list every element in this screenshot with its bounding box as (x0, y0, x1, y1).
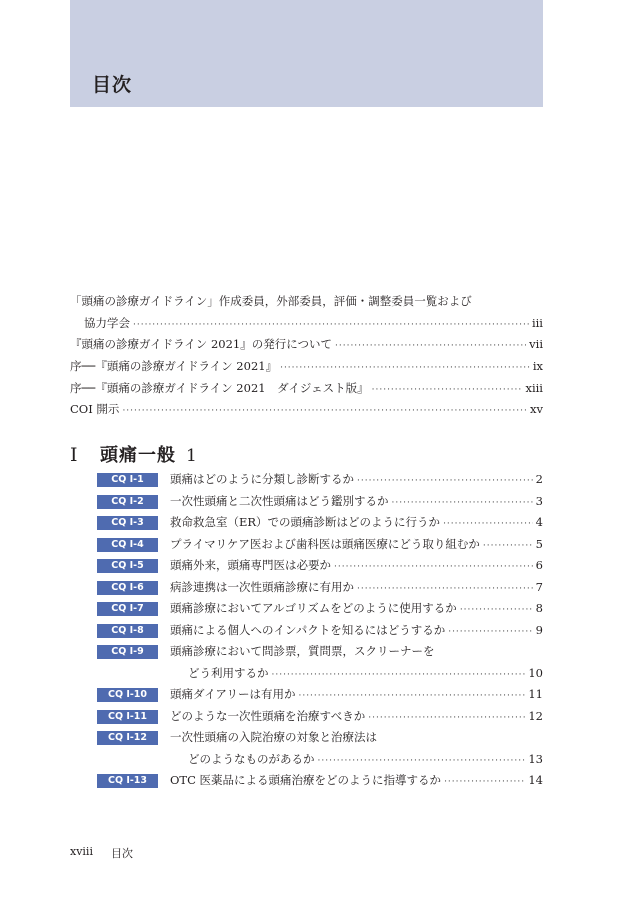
dot-leader (272, 665, 526, 687)
cq-title: 一次性頭痛と二次性頭痛はどう鑑別するか (170, 493, 389, 508)
toc-entry-page: xiii (525, 380, 543, 395)
dot-leader (483, 536, 533, 558)
cq-page: 7 (535, 579, 543, 594)
front-matter-list (70, 291, 543, 421)
cq-page: 4 (535, 515, 543, 529)
cq-badge: CQ I-6 (97, 581, 158, 595)
cq-title: 救命救急室（ER）での頭痛診断はどのように行うか (170, 515, 441, 529)
cq-badge: CQ I-13 (97, 774, 158, 788)
cq-entry[interactable] (97, 469, 543, 491)
cq-page: 14 (528, 773, 543, 787)
page-footer (70, 845, 133, 861)
cq-page: 9 (535, 622, 543, 637)
cq-title: 頭痛による個人へのインパクトを知るにはどうするか (170, 622, 446, 637)
cq-page: 12 (528, 708, 543, 723)
cq-entry[interactable] (97, 534, 543, 556)
cq-title: 頭痛診療においてアルゴリズムをどのように使用するか (170, 601, 457, 615)
toc-entry-page: vii (529, 337, 543, 352)
cq-badge: CQ I-9 (97, 645, 158, 659)
dot-leader (335, 336, 526, 358)
cq-page: 13 (528, 751, 543, 766)
cq-page: 11 (528, 687, 543, 701)
cq-page: 8 (535, 601, 543, 615)
dot-leader (460, 600, 533, 622)
cq-title: 頭痛ダイアリーは有用か (170, 687, 296, 701)
cq-page: 5 (535, 536, 543, 551)
cq-badge: CQ I-3 (97, 516, 158, 530)
toc-entry-title: 序──『頭痛の診療ガイドライン 2021 ダイジェスト版』 (70, 380, 369, 395)
dot-leader (318, 751, 526, 773)
cq-entry[interactable] (97, 641, 543, 684)
dot-leader (368, 708, 525, 730)
cq-title: 一次性頭痛の入院治療の対象と治療法は (170, 730, 377, 744)
toc-entry-page: ix (532, 359, 543, 374)
cq-badge: CQ I-12 (97, 731, 158, 745)
chapter-page: 1 (186, 446, 197, 466)
cq-page: 10 (528, 665, 543, 680)
cq-badge: CQ I-5 (97, 559, 158, 573)
cq-title: どのような一次性頭痛を治療すべきか (170, 708, 366, 723)
toc-entry-page: iii (531, 315, 543, 330)
toc-entry-title: 序──『頭痛の診療ガイドライン 2021』 (70, 359, 278, 374)
cq-title: OTC 医薬品による頭痛治療をどのように指導するか (170, 773, 442, 787)
dot-leader (444, 772, 525, 794)
cq-page: 2 (535, 472, 543, 486)
cq-title-continuation: どのようなものがあるか (188, 751, 315, 766)
cq-title: 頭痛診療において問診票，質問票，スクリーナーを (170, 644, 435, 658)
chapter-title: 頭痛一般 (100, 445, 176, 466)
cq-badge: CQ I-7 (97, 602, 158, 616)
cq-title: 病診連携は一次性頭痛診療に有用か (170, 579, 354, 594)
cq-entry[interactable] (97, 727, 543, 770)
toc-entry[interactable] (70, 378, 543, 400)
dot-leader (448, 622, 532, 644)
cq-entry[interactable] (97, 770, 543, 792)
toc-entry[interactable] (70, 334, 543, 356)
dot-leader (334, 557, 533, 579)
dot-leader (357, 471, 533, 493)
cq-title: プライマリケア医および歯科医は頭痛医療にどう取り組むか (170, 536, 480, 551)
cq-entry[interactable] (97, 684, 543, 706)
cq-entry[interactable] (97, 555, 543, 577)
cq-entry[interactable] (97, 577, 543, 599)
toc-entry-title: 協力学会 (84, 315, 130, 330)
cq-badge: CQ I-1 (97, 473, 158, 487)
chapter-numeral: I (70, 444, 78, 466)
cq-entry[interactable] (97, 491, 543, 513)
dot-leader (357, 579, 533, 601)
toc-entry-title: 『頭痛の診療ガイドライン 2021』の発行について (70, 337, 332, 352)
cq-entry[interactable] (97, 706, 543, 728)
cq-title-continuation: どう利用するか (188, 665, 269, 680)
cq-entry[interactable] (97, 620, 543, 642)
cq-badge: CQ I-2 (97, 495, 158, 509)
cq-title: 頭痛外来，頭痛専門医は必要か (170, 558, 331, 572)
toc-entry[interactable] (70, 356, 543, 378)
dot-leader (280, 358, 530, 380)
dot-leader (392, 493, 533, 515)
cq-entry[interactable] (97, 598, 543, 620)
toc-entry-page: xv (530, 402, 543, 417)
dot-leader (122, 401, 527, 423)
cq-badge: CQ I-11 (97, 710, 158, 724)
footer-page-number: xviii (70, 845, 93, 858)
dot-leader (298, 686, 525, 708)
header-band (70, 0, 543, 107)
toc-entry-title: 「頭痛の診療ガイドライン」作成委員，外部委員，評価・調整委員一覧および (70, 294, 472, 308)
dot-leader (443, 514, 533, 536)
cq-badge: CQ I-10 (97, 688, 158, 702)
toc-entry-title: COI 開示 (70, 402, 120, 417)
dot-leader (133, 315, 529, 337)
cq-page: 6 (535, 558, 543, 572)
dot-leader (372, 380, 523, 402)
cq-entry[interactable] (97, 512, 543, 534)
page-title: 目次 (92, 74, 133, 96)
cq-page: 3 (535, 493, 543, 508)
cq-badge: CQ I-8 (97, 624, 158, 638)
cq-title: 頭痛はどのように分類し診断するか (170, 472, 354, 486)
toc-entry-continuation[interactable] (70, 313, 543, 335)
toc-entry[interactable] (70, 399, 543, 421)
chapter-heading[interactable] (70, 441, 543, 467)
footer-label: 目次 (110, 847, 133, 860)
cq-list (97, 469, 543, 792)
toc-entry[interactable] (70, 291, 543, 313)
cq-badge: CQ I-4 (97, 538, 158, 552)
